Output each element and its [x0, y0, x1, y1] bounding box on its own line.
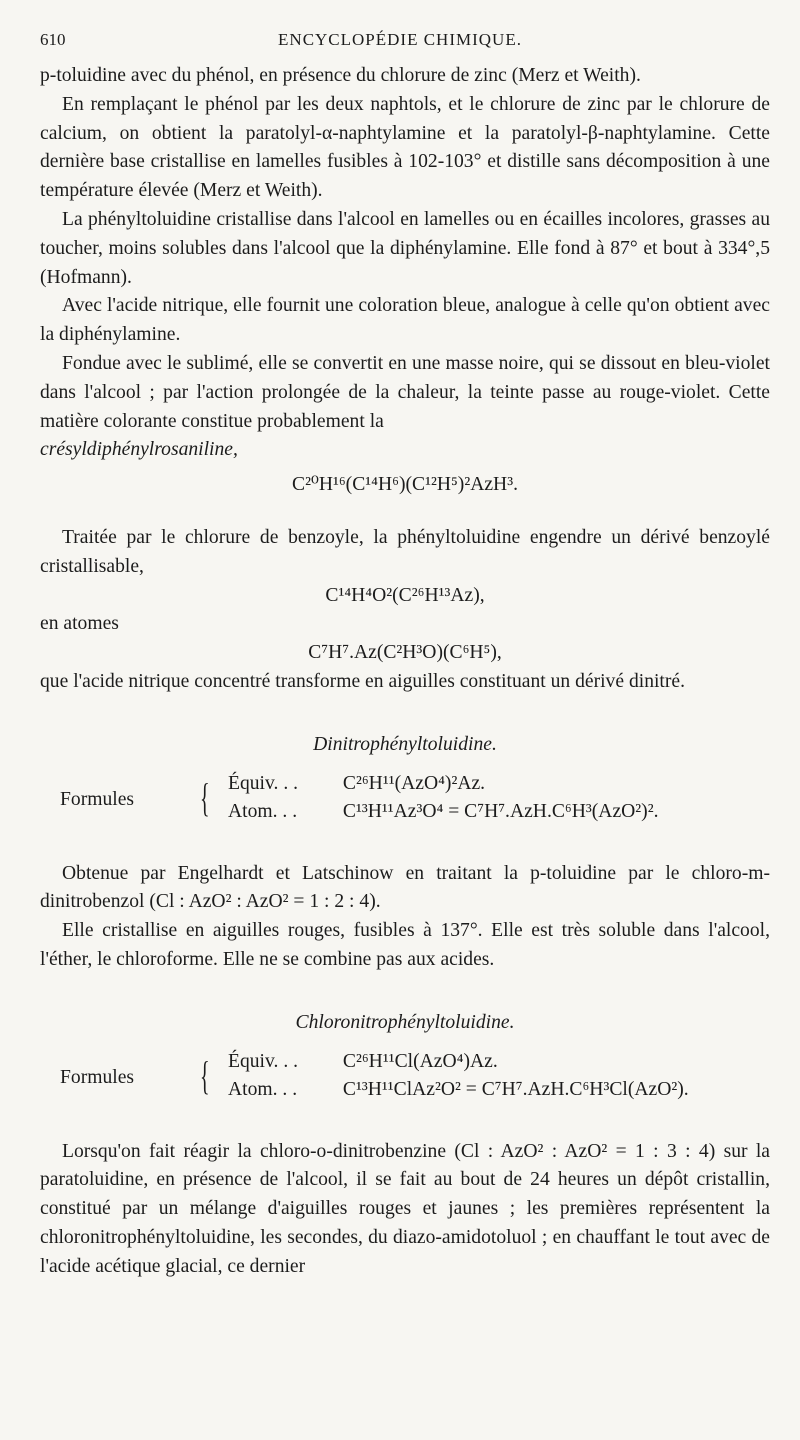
page-number: 610 [40, 30, 66, 49]
paragraph-aiguilles-rouges: Elle cristallise en aiguilles rouges, fusibles à 137°. Elle est très soluble dans l'alcool, l'éther, le chloroforme. Elle ne se combine pas aux acides. [40, 920, 770, 970]
equiv-formula: C²⁶H¹¹Cl(AzO⁴)Az. [342, 1050, 498, 1072]
paragraph-chloro-dinitrobenzine: Lorsqu'on fait réagir la chloro-o-dinitrobenzine (Cl : AzO² : AzO² = 1 : 3 : 4) sur la paratoluidine, en présence de l'alcool, il se fait au bout de 24 heures un dépôt cristallin, constitué par un mélange d'aiguilles rouges et jaunes ; les premières représentent la chloronitrophényltoluidine, les secondes, du diazo-amidotoluol ; en chauffant le tout avec de l'acide acétique glacial, ce dernier [40, 1140, 770, 1277]
equiv-label: Équiv. . . [228, 772, 299, 794]
atom-formula: C¹³H¹¹ClAz²O² = C⁷H⁷.AzH.C⁶H³Cl(AzO²). [342, 1078, 689, 1100]
paragraph-continuation: p-toluidine avec du phénol, en présence du chlorure de zinc (Merz et Weith). [40, 65, 641, 86]
paragraph-benzoyle: Traitée par le chlorure de benzoyle, la phényltoluidine engendre un dérivé benzoylé cristallisable, [40, 526, 770, 577]
formula-rosaniline: C²⁰H¹⁶(C¹⁴H⁶)(C¹²H⁵)²AzH³. [292, 474, 518, 496]
compound-name-rosaniline: crésyldiphénylrosaniline, [40, 439, 238, 461]
formula-row-atom [228, 1076, 689, 1105]
paragraph-sublime: Fondue avec le sublimé, elle se convertit en une masse noire, qui se dissout en bleu-violet dans l'alcool ; par l'action prolongée de la chaleur, la teinte passe au rouge-violet. Cette matière colorante constitue probablement la [40, 352, 770, 432]
paragraph-dinitre: que l'acide nitrique concentré transforme en aiguilles constituant un dérivé dinitré. [40, 670, 685, 692]
formula-block-dinitro [40, 770, 770, 832]
atom-label: Atom. . . [228, 800, 298, 822]
paragraph-naphtols: En remplaçant le phénol par les deux naphtols, et le chlorure de zinc par le chlorure de calcium, on obtient la paratolyl-α-naphtylamine et la paratolyl-β-naphtylamine. Cette dernière base cristallise en lamelles fusibles à 102-103° et distille sans décomposition à une température élevée (Merz et Weith). [40, 93, 770, 202]
formulas-label: Formules [60, 788, 135, 810]
formula-block-chloronitro [40, 1048, 770, 1110]
paragraph-nitric-acid: Avec l'acide nitrique, elle fournit une coloration bleue, analogue à celle qu'on obtient avec la diphénylamine. [40, 295, 770, 346]
section-title-chloronitro: Chloronitrophényltoluidine. [295, 1011, 515, 1033]
equiv-label: Équiv. . . [228, 1050, 299, 1072]
brace-icon: { [200, 774, 210, 820]
running-title: ENCYCLOPÉDIE CHIMIQUE. [278, 30, 522, 49]
page-body [40, 62, 770, 1282]
page-header [40, 30, 760, 60]
formula-row-equiv [228, 1048, 498, 1077]
formula-benzoyl-equiv: C¹⁴H⁴O²(C²⁶H¹³Az), [325, 584, 485, 606]
atom-formula: C¹³H¹¹Az³O⁴ = C⁷H⁷.AzH.C⁶H³(AzO²)². [342, 800, 659, 822]
brace-icon: { [200, 1052, 210, 1098]
paragraph-engelhardt: Obtenue par Engelhardt et Latschinow en traitant la p-toluidine par le chloro-m-dinitrobenzol (Cl : AzO² : AzO² = 1 : 2 : 4). [40, 862, 770, 913]
formula-benzoyl-atom: C⁷H⁷.Az(C²H³O)(C⁶H⁵), [308, 642, 502, 664]
equiv-formula: C²⁶H¹¹(AzO⁴)²Az. [342, 772, 486, 794]
section-title-dinitro: Dinitrophényltoluidine. [313, 733, 497, 755]
paragraph-crystallisation: La phényltoluidine cristallise dans l'alcool en lamelles ou en écailles incolores, grasses au toucher, moins solubles dans l'alcool que la diphénylamine. Elle fond à 87° et bout à 334°,5 (Hofmann). [40, 208, 770, 288]
formula-row-equiv [228, 770, 485, 799]
paragraph-en-atomes: en atomes [40, 613, 119, 635]
formula-row-atom [228, 798, 658, 827]
atom-label: Atom. . . [228, 1078, 298, 1100]
formulas-label: Formules [60, 1066, 135, 1088]
